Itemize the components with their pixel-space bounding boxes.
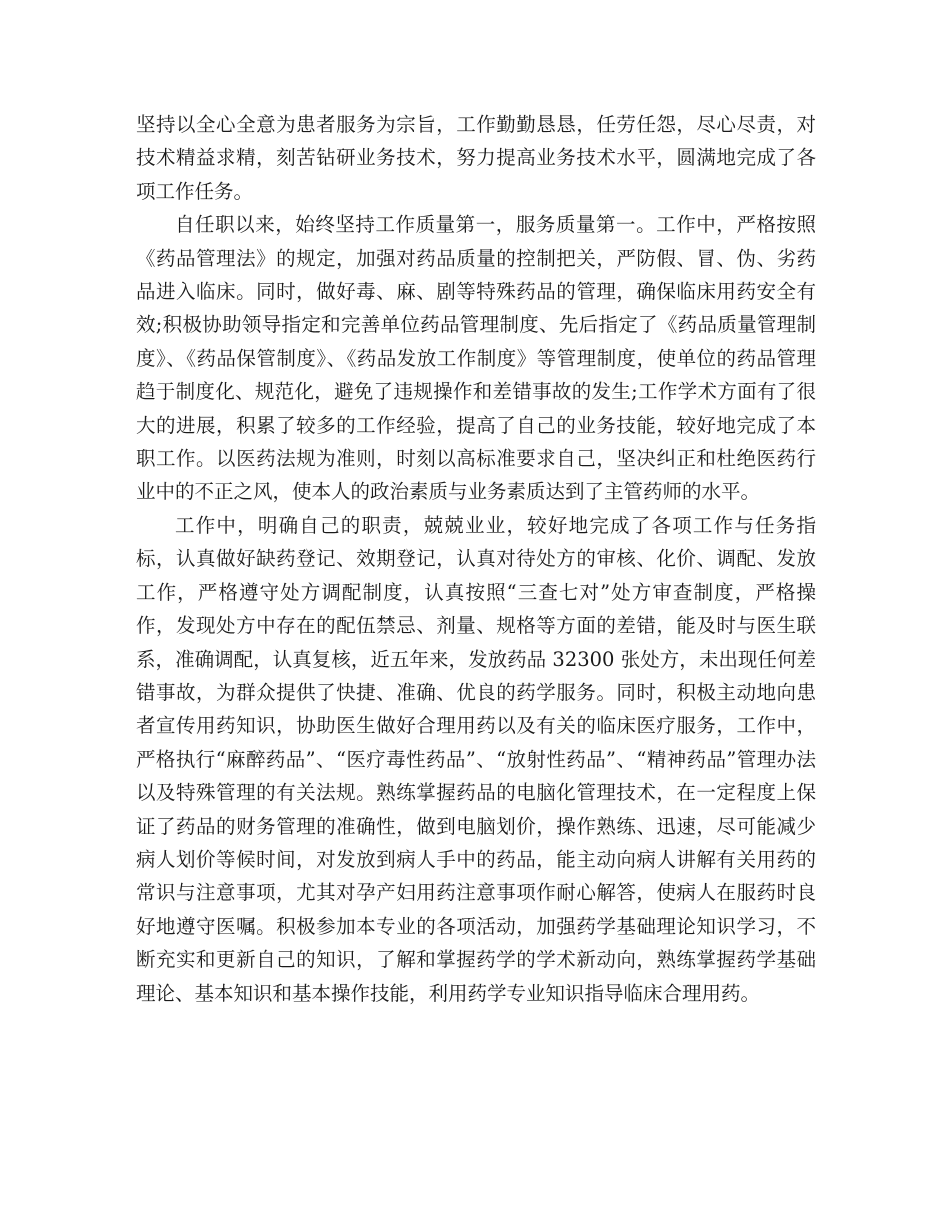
paragraph-3: 工作中，明确自己的职责，兢兢业业，较好地完成了各项工作与任务指标，认真做好缺药登记、效期登记，认真对待处方的审核、化价、调配、发放工作，严格遵守处方调配制度，认真按照“三查七对”处方审查制度，严格操作，发现处方中存在的配伍禁忌、剂量、规格等方面的差错，能及时与医生联系，准确调配，认真复核，近五年来，发放药品 32300 张处方，未出现任何差错事故，为群众提供了快捷、准确、优良的药学服务。同时，积极主动地向患者宣传用药知识，协助医生做好合理用药以及有关的临床医疗服务，工作中，严格执行“麻醉药品”、“医疗毒性药品”、“放射性药品”、“精神药品”管理办法以及特殊管理的有关法规。熟练掌握药品的电脑化管理技术，在一定程度上保证了药品的财务管理的准确性，做到电脑划价，操作熟练、迅速，尽可能减少病人划价等候时间，对发放到病人手中的药品，能主动向病人讲解有关用药的常识与注意事项，尤其对孕产妇用药注意事项作耐心解答，使病人在服药时良好地遵守医嘱。积极参加本专业的各项活动，加强药学基础理论知识学习，不断充实和更新自己的知识，了解和掌握药学的学术新动向，熟练掌握药学基础理论、基本知识和基本操作技能，利用药学专业知识指导临床合理用药。 (136, 513, 816, 1005)
paragraph-1: 坚持以全心全意为患者服务为宗旨，工作勤勤恳恳，任劳任怨，尽心尽责，对技术精益求精，刻苦钻研业务技术，努力提高业务技术水平，圆满地完成了各项工作任务。 (136, 113, 816, 203)
document-body (136, 108, 816, 1010)
paragraph-2: 自任职以来，始终坚持工作质量第一，服务质量第一。工作中，严格按照《药品管理法》的规定，加强对药品质量的控制把关，严防假、冒、伪、劣药品进入临床。同时，做好毒、麻、剧等特殊药品的管理，确保临床用药安全有效;积极协助领导指定和完善单位药品管理制度、先后指定了《药品质量管理制度》、《药品保管制度》、《药品发放工作制度》等管理制度，使单位的药品管理趋于制度化、规范化，避免了违规操作和差错事故的发生;工作学术方面有了很大的进展，积累了较多的工作经验，提高了自己的业务技能，较好地完成了本职工作。以医药法规为准则，时刻以高标准要求自己，坚决纠正和杜绝医药行业中的不正之风，使本人的政治素质与业务素质达到了主管药师的水平。 (136, 213, 816, 504)
